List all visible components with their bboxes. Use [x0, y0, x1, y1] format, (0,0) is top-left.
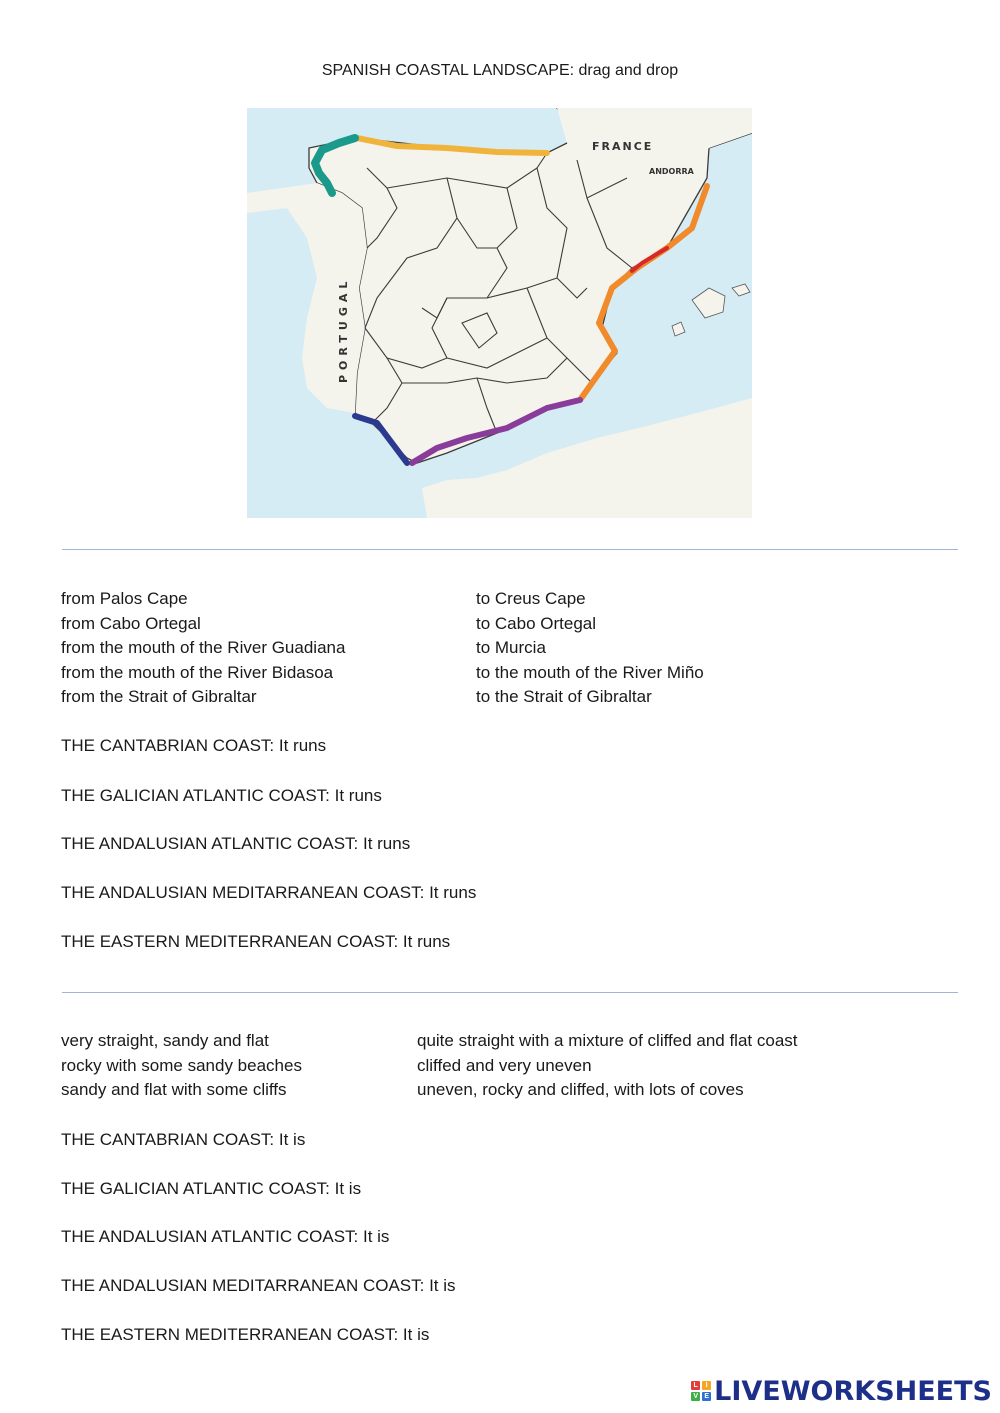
draggable-to-option[interactable]: to Creus Cape [476, 589, 586, 608]
draggable-from-option[interactable]: from the Strait of Gibraltar [61, 687, 257, 706]
prompt-galician-is: THE GALICIAN ATLANTIC COAST: It is [61, 1179, 362, 1198]
description-options-left [61, 1029, 302, 1103]
liveworksheets-brand: LIVEWORKSHEETS [714, 1375, 992, 1407]
draggable-description-option[interactable]: sandy and flat with some cliffs [61, 1080, 287, 1099]
worksheet-title: SPANISH COASTAL LANDSCAPE: drag and drop [321, 62, 679, 79]
prompt-eastern-mediterranean-is: THE EASTERN MEDITERRANEAN COAST: It is [61, 1325, 430, 1344]
draggable-to-option[interactable]: to Murcia [476, 638, 546, 657]
draggable-from-option[interactable]: from Cabo Ortegal [61, 613, 201, 633]
draggable-description-option[interactable]: quite straight with a mixture of cliffed and flat coast [417, 1031, 798, 1050]
draggable-from-option[interactable]: from the mouth of the River Bidasoa [61, 662, 334, 682]
map-label-portugal: PORTUGAL [337, 276, 350, 383]
divider-top [62, 549, 958, 550]
prompt-galician-runs: THE GALICIAN ATLANTIC COAST: It runs [61, 786, 382, 805]
draggable-description-option[interactable]: very straight, sandy and flat [61, 1031, 269, 1050]
from-options-column [61, 587, 345, 710]
draggable-to-option[interactable]: to the mouth of the River Miño [476, 662, 704, 682]
draggable-description-option[interactable]: rocky with some sandy beaches [61, 1055, 302, 1075]
draggable-from-option[interactable]: from the mouth of the River Guadiana [61, 638, 346, 657]
draggable-description-option[interactable]: cliffed and very uneven [417, 1055, 592, 1075]
draggable-to-option[interactable]: to Cabo Ortegal [476, 613, 597, 633]
draggable-from-option[interactable]: from Palos Cape [61, 589, 188, 608]
prompt-andalusian-mediterranean-runs: THE ANDALUSIAN MEDITARRANEAN COAST: It runs [61, 883, 477, 902]
logo-grid-icon: L I V E [691, 1381, 711, 1401]
draggable-description-option[interactable]: uneven, rocky and cliffed, with lots of coves [417, 1080, 744, 1099]
prompt-andalusian-mediterranean-is: THE ANDALUSIAN MEDITARRANEAN COAST: It is [61, 1276, 456, 1295]
map-label-andorra: ANDORRA [649, 167, 694, 176]
spain-coast-map [247, 108, 752, 518]
to-options-column [476, 587, 704, 710]
prompt-eastern-mediterranean-runs: THE EASTERN MEDITERRANEAN COAST: It runs [61, 932, 451, 951]
prompt-cantabrian-runs: THE CANTABRIAN COAST: It runs [61, 736, 327, 755]
prompt-andalusian-atlantic-is: THE ANDALUSIAN ATLANTIC COAST: It is [61, 1227, 390, 1246]
description-options-right [417, 1029, 798, 1103]
map-label-france: FRANCE [592, 140, 654, 153]
liveworksheets-logo [691, 1375, 992, 1407]
prompt-andalusian-atlantic-runs: THE ANDALUSIAN ATLANTIC COAST: It runs [61, 834, 411, 853]
draggable-to-option[interactable]: to the Strait of Gibraltar [476, 687, 652, 706]
divider-middle [62, 992, 958, 993]
prompt-cantabrian-is: THE CANTABRIAN COAST: It is [61, 1130, 306, 1149]
